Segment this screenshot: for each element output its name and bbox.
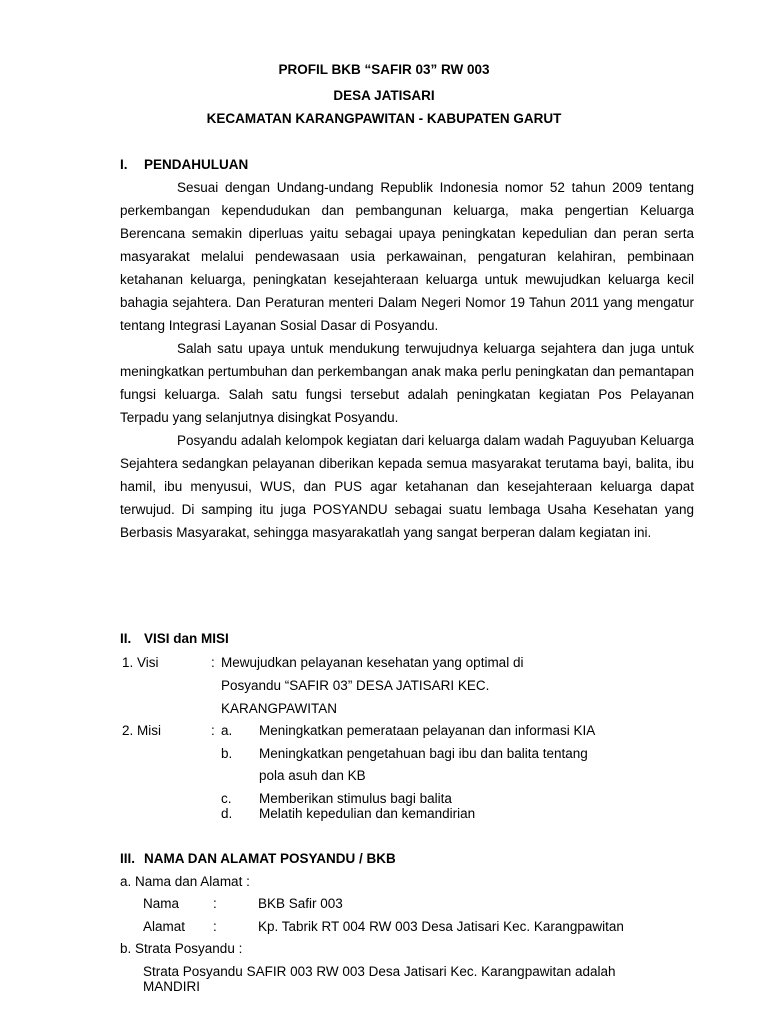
section-1-heading: PENDAHULUAN [144,157,249,172]
nama-colon: : [213,896,217,911]
alamat-colon: : [213,919,217,934]
misi-item-text: Meningkatkan pemerataan pelayanan dan informasi KIA [259,723,596,738]
alamat-label: Alamat [143,919,186,934]
section-1-body [120,176,694,544]
misi-item-text: Memberikan stimulus bagi balita [259,791,452,806]
misi-colon: : [211,723,215,738]
nama-value: BKB Safir 003 [258,896,343,911]
visi-colon: : [211,655,215,670]
visi-line: Mewujudkan pelayanan kesehatan yang optimal di [221,655,524,670]
nama-alamat-label: a. Nama dan Alamat : [120,874,250,889]
document-subtitle-district: KECAMATAN KARANGPAWITAN - KABUPATEN GARUT [206,111,562,126]
strata-text: Strata Posyandu SAFIR 003 RW 003 Desa Jatisari Kec. Karangpawitan adalah [143,964,616,979]
misi-item-text: Meningkatkan pengetahuan bagi ibu dan balita tentang [259,746,588,761]
paragraph: Sesuai dengan Undang-undang Republik Indonesia nomor 52 tahun 2009 tentang perkembangan kependudukan dan pembangunan keluarga, maka pengertian Keluarga Berencana semakin diperluas yaitu sebagai upaya peningkatan kepedulian dan peran serta masyarakat melalui pendewasaan usia perkawainan, pengaturan kelahiran, pembinaan ketahanan keluarga, peningkatan kesejahteraan keluarga untuk mewujudkan keluarga kecil bahagia sejahtera. Dan Peraturan menteri Dalam Negeri Nomor 19 Tahun 2011 yang mengatur tentang Integrasi Layanan Sosial Dasar di Posyandu. [120,180,694,333]
section-3-number: III. [120,851,136,866]
alamat-value: Kp. Tabrik RT 004 RW 003 Desa Jatisari Kec. Karangpawitan [258,919,624,934]
section-3-heading: NAMA DAN ALAMAT POSYANDU / BKB [144,851,396,866]
misi-item-letter: a. [221,723,233,738]
document-title: PROFIL BKB “SAFIR 03” RW 003 [278,62,490,77]
misi-label: 2. Misi [122,723,162,738]
document-subtitle-village: DESA JATISARI [333,88,435,103]
strata-text: MANDIRI [143,979,200,994]
section-2-heading: VISI dan MISI [144,631,229,646]
nama-label: Nama [143,896,180,911]
misi-item-letter: c. [221,791,232,806]
visi-line: KARANGPAWITAN [221,701,338,716]
paragraph: Posyandu adalah kelompok kegiatan dari keluarga dalam wadah Paguyuban Keluarga Sejahtera sedangkan pelayanan diberikan kepada semua masyarakat terutama bayi, balita, ibu hamil, ibu menyusui, WUS, dan PUS agar ketahanan dan kesejahteraan keluarga dapat terwujud. Di samping itu juga POSYANDU sebagai suatu lembaga Usaha Kesehatan yang Berbasis Masyarakat, sehingga masyarakatlah yang sangat berperan dalam kegiatan ini. [120,433,694,540]
misi-item-letter: d. [221,806,233,821]
misi-item-text: pola asuh dan KB [259,768,366,783]
misi-item-text: Melatih kepedulian dan kemandirian [259,806,476,821]
strata-label: b. Strata Posyandu : [120,941,243,956]
section-1-number: I. [120,157,128,172]
paragraph: Salah satu upaya untuk mendukung terwujudnya keluarga sejahtera dan juga untuk meningkatkan pertumbuhan dan perkembangan anak maka perlu peningkatan dan pemantapan fungsi keluarga. Salah satu fungsi tersebut adalah peningkatan kegiatan Pos Pelayanan Terpadu yang selanjutnya disingkat Posyandu. [120,341,694,425]
visi-label: 1. Visi [122,655,159,670]
section-2-number: II. [120,631,132,646]
visi-line: Posyandu “SAFIR 03” DESA JATISARI KEC. [221,678,490,693]
misi-item-letter: b. [221,746,233,761]
